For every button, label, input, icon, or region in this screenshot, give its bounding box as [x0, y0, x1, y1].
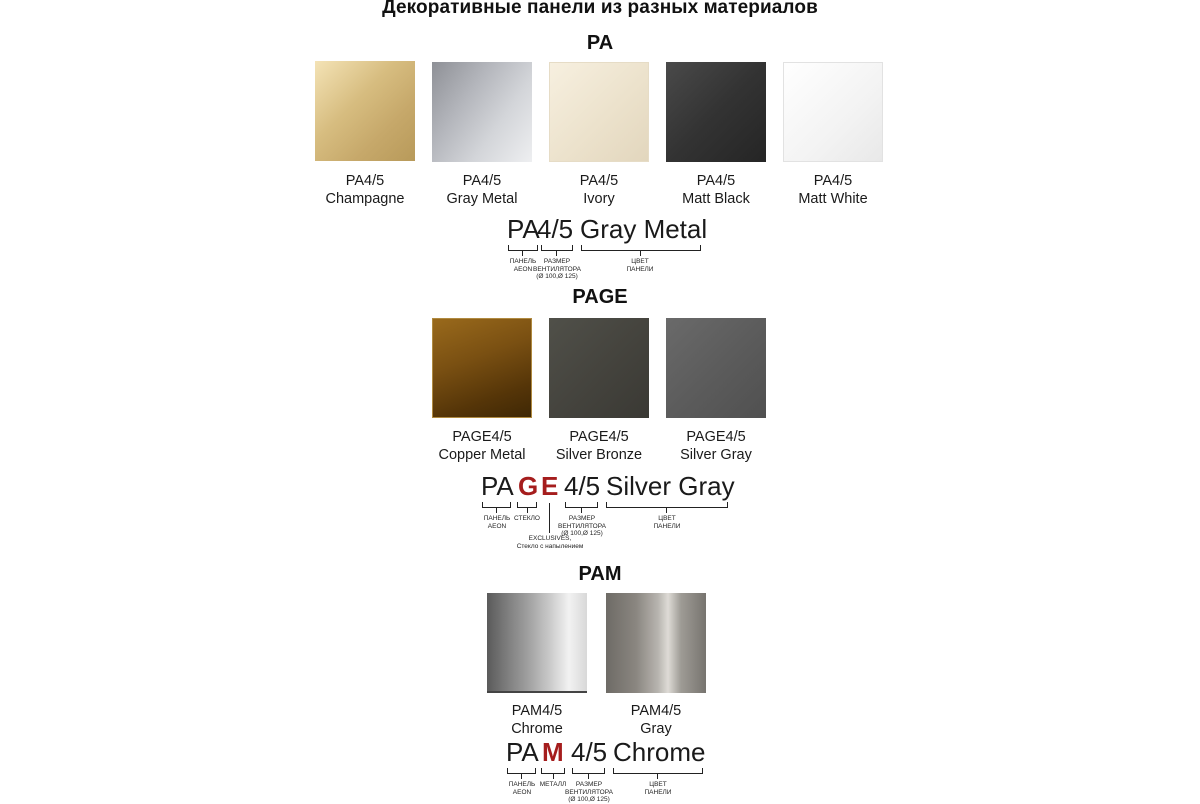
code-part-pa: PA: [507, 214, 540, 244]
code-part-exclusive: E: [541, 471, 559, 501]
caption-metal: МЕТАЛЛ: [539, 781, 567, 788]
swatch-code: PA4/5: [579, 173, 619, 189]
code-part-color: Silver Gray: [606, 471, 735, 501]
swatch-name: Silver Bronze: [555, 447, 643, 463]
bracket-tick: [666, 508, 667, 513]
caption-panel: ПАНЕЛЬ AEON: [508, 781, 536, 796]
bracket-tick: [527, 508, 528, 513]
swatch-code: PAM4/5: [630, 703, 682, 719]
swatch-code: PA4/5: [345, 173, 385, 189]
swatch-code: PAGE4/5: [569, 429, 629, 445]
swatch-name: Gray: [640, 721, 672, 737]
caption-size: РАЗМЕР ВЕНТИЛЯТОРА (Ø 100,Ø 125): [565, 781, 613, 803]
code-part-size: 4/5: [537, 214, 574, 244]
code-part-pa: PA: [506, 737, 539, 767]
bracket-size: [541, 245, 573, 251]
swatch-gray: [606, 593, 706, 693]
swatch-matt-white: [783, 62, 883, 162]
bracket-tick: [521, 774, 522, 779]
code-part-color: Gray Metal: [580, 214, 708, 244]
caption-panel: ПАНЕЛЬ AEON: [509, 258, 537, 273]
pointer-exclusive: [549, 503, 550, 533]
code-part-glass: G: [518, 471, 539, 501]
code-part-pa: PA: [481, 471, 514, 501]
swatch-name: Matt Black: [682, 191, 750, 207]
swatch-ivory: [549, 62, 649, 162]
code-part-size: 4/5: [571, 737, 608, 767]
bracket-tick: [588, 774, 589, 779]
bracket-color: [606, 502, 728, 508]
caption-color: ЦВЕТ ПАНЕЛИ: [626, 258, 654, 273]
bracket-tick: [640, 251, 641, 256]
swatch-name: Chrome: [511, 721, 563, 737]
caption-glass: СТЕКЛО: [514, 515, 540, 522]
swatch-code: PAM4/5: [511, 703, 563, 719]
bracket-color: [613, 768, 703, 774]
code-part-size: 4/5: [564, 471, 601, 501]
swatch-code: PA4/5: [462, 173, 502, 189]
swatch-code: PAGE4/5: [686, 429, 746, 445]
bracket-tick: [581, 508, 582, 513]
caption-size: РАЗМЕР ВЕНТИЛЯТОРА (Ø 100,Ø 125): [533, 258, 581, 280]
swatch-silver-gray: [666, 318, 766, 418]
swatch-label-matt-white: [753, 172, 913, 208]
section-title-page: PAGE: [572, 286, 628, 308]
swatch-copper-metal: [432, 318, 532, 418]
caption-exclusive: EXCLUSIVES, Стекло с напылением: [516, 535, 584, 550]
swatch-code: PA4/5: [813, 173, 853, 189]
swatch-code: PA4/5: [696, 173, 736, 189]
bracket-tick: [556, 251, 557, 256]
bracket-tick: [553, 774, 554, 779]
caption-size: РАЗМЕР ВЕНТИЛЯТОРА (Ø 100,Ø 125): [558, 515, 606, 537]
code-part-metal: M: [542, 737, 564, 767]
bracket-panel: [508, 245, 538, 251]
swatch-name: Silver Gray: [680, 447, 752, 463]
swatch-name: Gray Metal: [446, 191, 518, 207]
section-title-pam: PAM: [578, 563, 622, 585]
swatch-name: Ivory: [583, 191, 615, 207]
swatch-name: Matt White: [798, 191, 868, 207]
swatch-gray-metal: [432, 62, 532, 162]
swatch-name: Champagne: [325, 191, 405, 207]
bracket-tick: [522, 251, 523, 256]
swatch-label-gray: [576, 702, 736, 738]
swatch-matt-black: [666, 62, 766, 162]
bracket-color: [581, 245, 701, 251]
code-part-color: Chrome: [613, 737, 706, 767]
swatch-silver-bronze: [549, 318, 649, 418]
swatch-chrome: [487, 593, 587, 693]
swatch-code: PAGE4/5: [452, 429, 512, 445]
bracket-tick: [657, 774, 658, 779]
page-title: Декоративные панели из разных материалов: [382, 0, 818, 18]
swatch-champagne: [315, 61, 415, 161]
caption-panel: ПАНЕЛЬ AEON: [483, 515, 511, 530]
caption-color: ЦВЕТ ПАНЕЛИ: [644, 781, 672, 796]
swatch-label-silver-gray: [636, 428, 796, 464]
section-title-pa: PA: [586, 32, 614, 54]
swatch-name: Copper Metal: [438, 447, 526, 463]
caption-color: ЦВЕТ ПАНЕЛИ: [653, 515, 681, 530]
bracket-tick: [496, 508, 497, 513]
